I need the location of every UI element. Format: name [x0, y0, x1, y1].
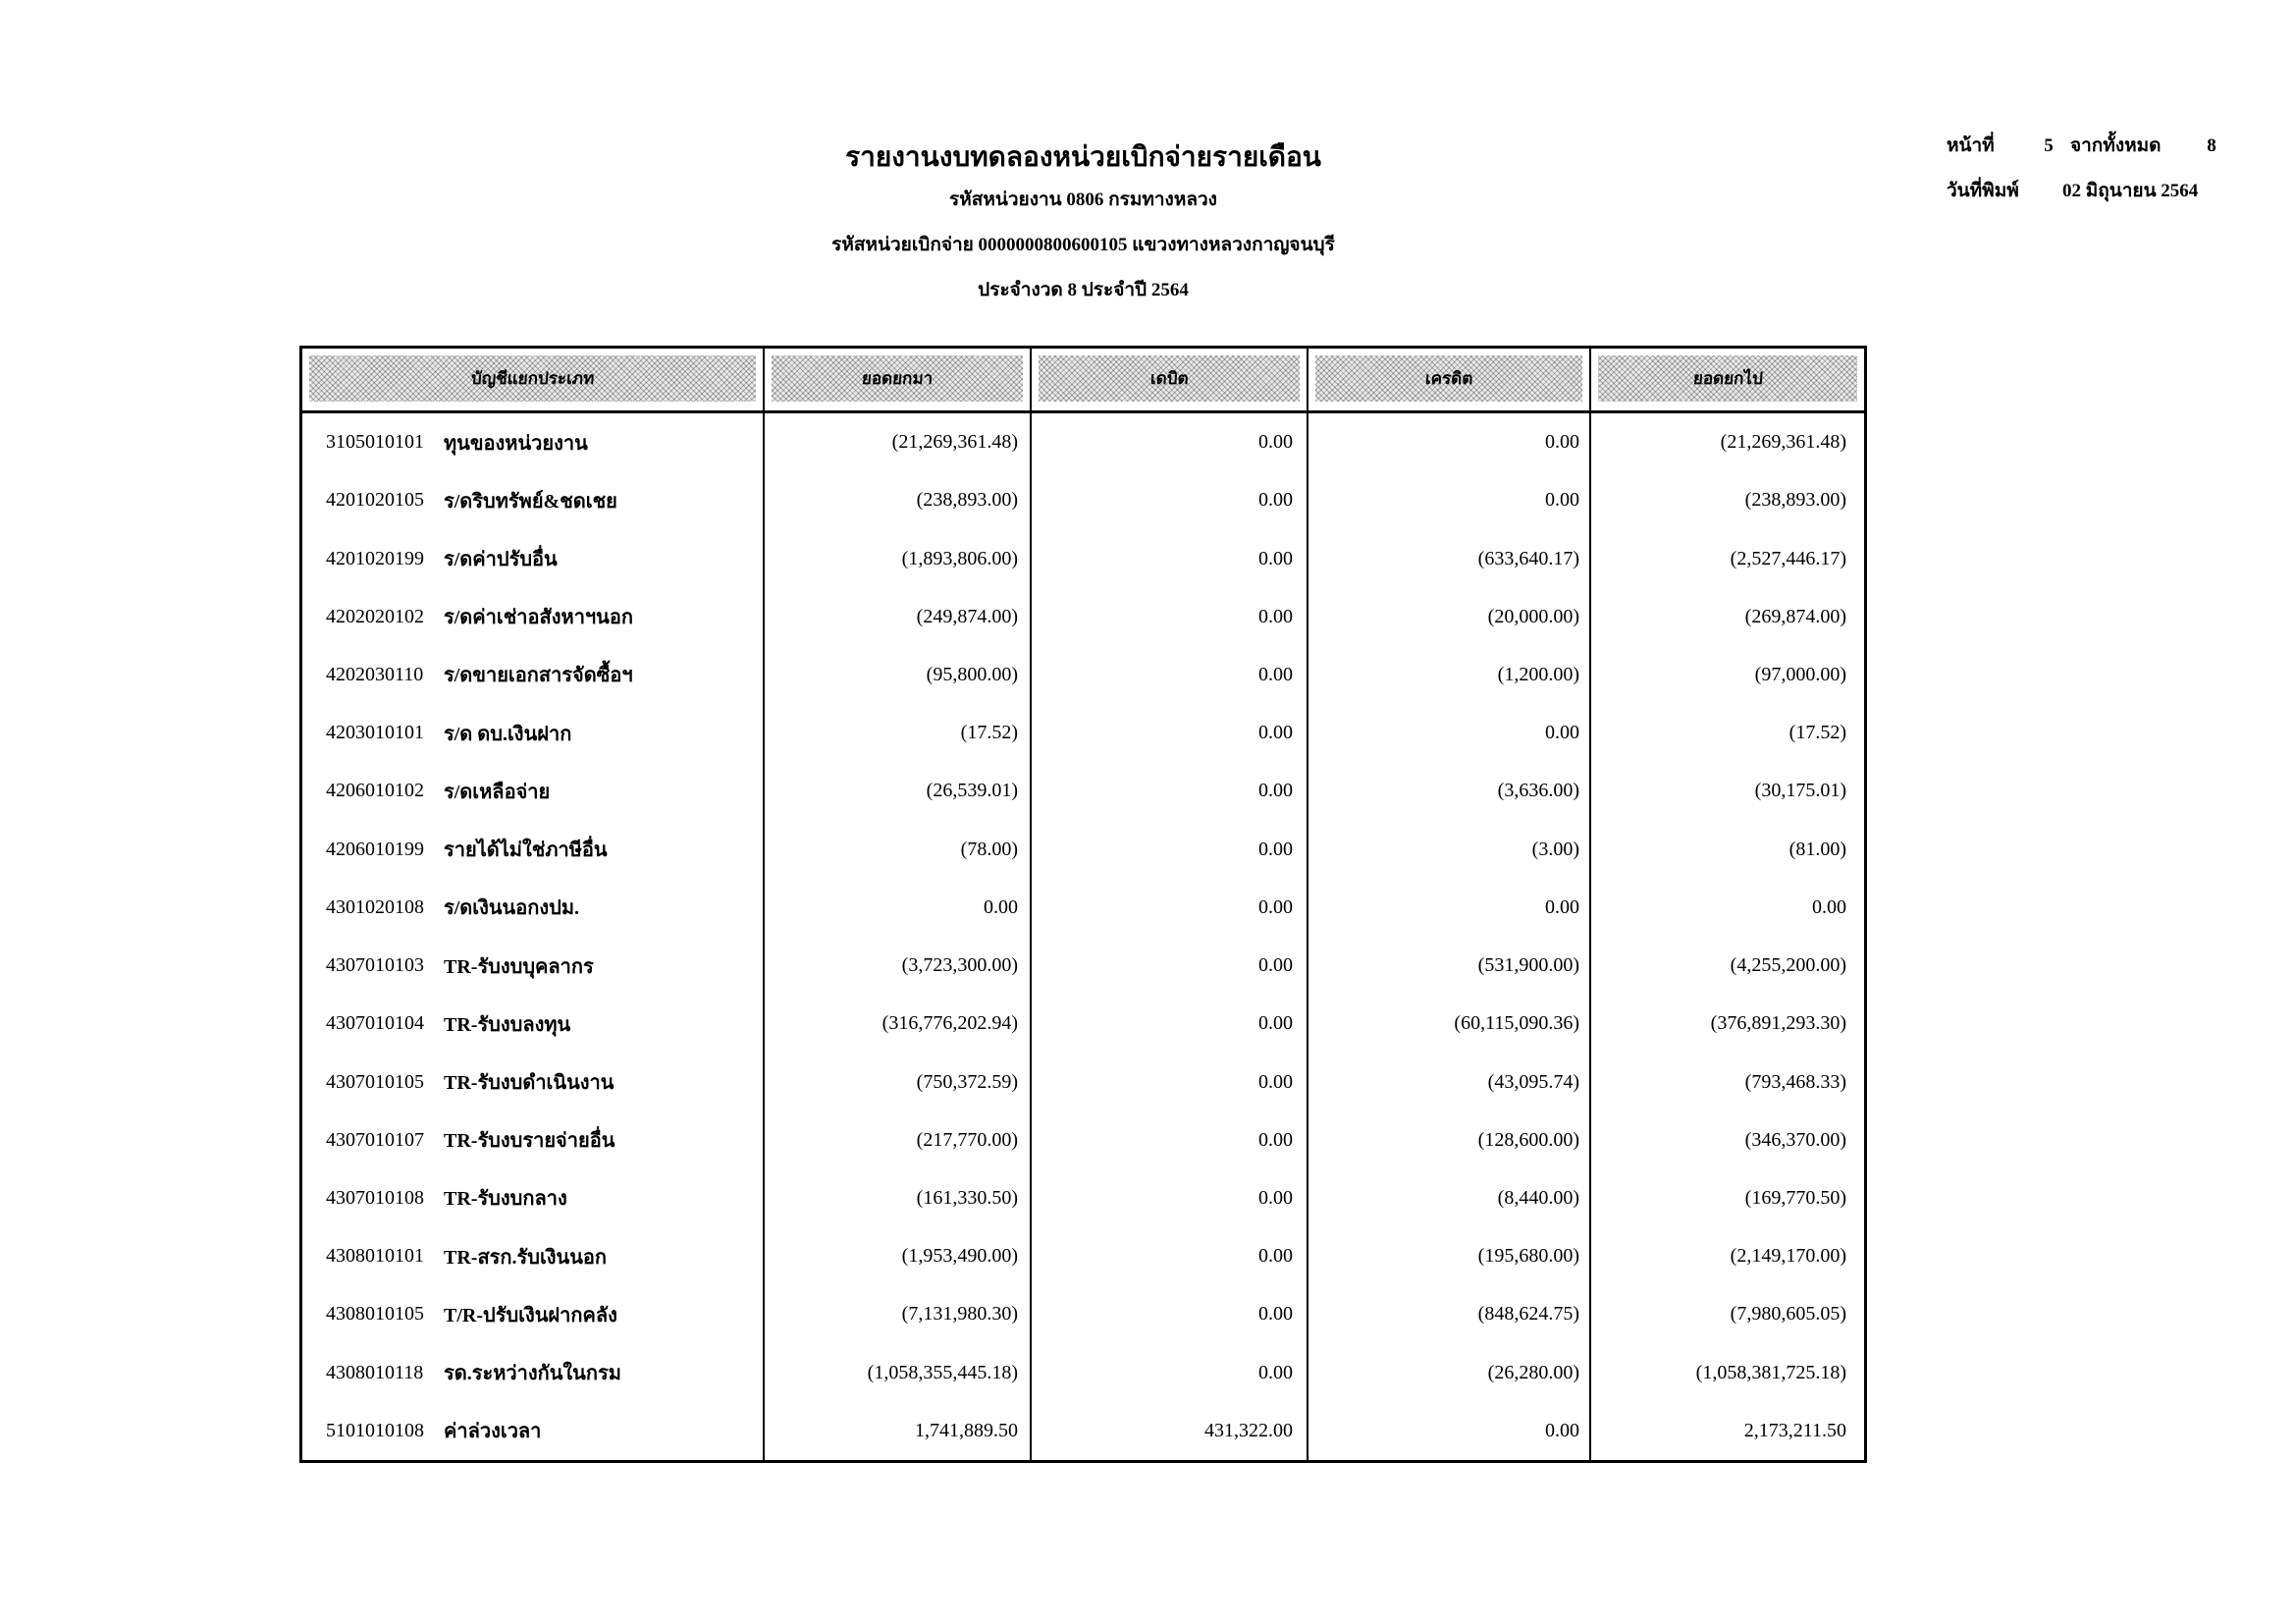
header-hatch	[1039, 355, 1300, 402]
column-header-account	[302, 349, 765, 410]
credit-cell: (195,680.00)	[1308, 1227, 1591, 1285]
account-code: 4307010103	[326, 954, 424, 977]
credit-cell: (20,000.00)	[1308, 588, 1591, 646]
table-row	[302, 1053, 1864, 1110]
total-pages-label: จากทั้งหมด	[2070, 135, 2162, 156]
debit-cell: 0.00	[1032, 413, 1308, 471]
account-code: 4301020108	[326, 895, 424, 918]
credit-cell: (43,095.74)	[1308, 1053, 1591, 1110]
credit-cell: 0.00	[1308, 1402, 1591, 1460]
account-name: TR-รับงบรายจ่ายอื่น	[444, 1130, 615, 1153]
account-name: TR-รับงบลงทุน	[444, 1013, 571, 1036]
balance-forward-cell: (269,874.00)	[1744, 605, 1846, 627]
account-name: ร/ดริบทรัพย์&ชดเชย	[444, 490, 617, 513]
debit-cell: 0.00	[1032, 1344, 1308, 1402]
balance-forward-cell: (81.00)	[1789, 838, 1846, 860]
carry-forward-cell: (249,874.00)	[765, 588, 1032, 646]
account-name: ร/ดเหลือจ่าย	[444, 781, 551, 803]
account-name: TR-รับงบกลาง	[444, 1188, 567, 1211]
account-name: TR-รับงบบุคลากร	[444, 955, 594, 978]
debit-cell: 0.00	[1032, 879, 1308, 937]
credit-cell: (3,636.00)	[1308, 762, 1591, 820]
credit-cell: (8,440.00)	[1308, 1169, 1591, 1227]
balance-forward-cell: (17.52)	[1789, 722, 1846, 744]
balance-forward-cell: (238,893.00)	[1744, 489, 1846, 512]
account-code: 4201020105	[326, 489, 424, 512]
table-row	[302, 413, 1864, 471]
table-row	[302, 937, 1864, 995]
account-cell	[302, 937, 765, 995]
column-header-label: บัญชีแยกประเภท	[470, 369, 595, 388]
account-cell	[302, 588, 765, 646]
credit-cell: 0.00	[1308, 413, 1591, 471]
account-name: ค่าล่วงเวลา	[444, 1421, 542, 1443]
header-hatch	[1598, 355, 1857, 402]
table-row	[302, 704, 1864, 762]
account-cell	[302, 646, 765, 704]
balance-forward-cell: (1,058,381,725.18)	[1695, 1361, 1846, 1383]
table-row	[302, 1402, 1864, 1460]
account-code: 3105010101	[326, 431, 424, 454]
carry-forward-cell: (3,723,300.00)	[765, 937, 1032, 995]
account-code: 4308010105	[326, 1303, 424, 1326]
account-cell	[302, 704, 765, 762]
account-cell	[302, 995, 765, 1053]
debit-cell: 0.00	[1032, 529, 1308, 587]
trial-balance-table	[299, 346, 1867, 1463]
account-name: ร/ด ดบ.เงินฝาก	[444, 723, 572, 745]
debit-cell: 0.00	[1032, 937, 1308, 995]
balance-forward-cell: (169,770.50)	[1744, 1186, 1846, 1209]
total-pages: 8	[2207, 135, 2216, 156]
account-cell	[302, 879, 765, 937]
account-code: 4307010108	[326, 1186, 424, 1209]
carry-forward-cell: (21,269,361.48)	[765, 413, 1032, 471]
account-code: 4201020199	[326, 547, 424, 569]
account-code: 5101010108	[326, 1419, 424, 1441]
balance-forward-cell: (2,149,170.00)	[1730, 1245, 1846, 1268]
balance-forward-cell: (7,980,605.05)	[1730, 1303, 1846, 1326]
balance-forward-cell: 0.00	[1812, 895, 1846, 918]
account-cell	[302, 1053, 765, 1110]
page-number-row	[1947, 131, 2233, 154]
account-cell	[302, 1285, 765, 1343]
debit-cell: 0.00	[1032, 704, 1308, 762]
account-name: TR-สรก.รับเงินนอก	[444, 1246, 608, 1269]
print-date: 02 มิถุนายน 2564	[2062, 181, 2199, 201]
credit-cell: (3.00)	[1308, 821, 1591, 879]
column-header-balance-forward	[1591, 349, 1864, 410]
account-cell	[302, 762, 765, 820]
debit-cell: 0.00	[1032, 1227, 1308, 1285]
debit-cell: 0.00	[1032, 821, 1308, 879]
credit-cell: (60,115,090.36)	[1308, 995, 1591, 1053]
debit-cell: 0.00	[1032, 762, 1308, 820]
account-cell	[302, 821, 765, 879]
carry-forward-cell: (95,800.00)	[765, 646, 1032, 704]
account-code: 4307010105	[326, 1070, 424, 1093]
debit-cell: 431,322.00	[1032, 1402, 1308, 1460]
account-cell	[302, 529, 765, 587]
page-info	[1947, 131, 2233, 221]
balance-forward-cell: (376,891,293.30)	[1710, 1012, 1846, 1035]
balance-forward-cell: (21,269,361.48)	[1720, 431, 1846, 454]
table-row	[302, 1344, 1864, 1402]
header-hatch	[309, 355, 756, 402]
column-header-label: ยอดยกมา	[861, 369, 934, 388]
table-row	[302, 821, 1864, 879]
credit-cell: 0.00	[1308, 704, 1591, 762]
account-name: ร/ดเงินนอกงปม.	[444, 897, 579, 920]
balance-forward-cell: (4,255,200.00)	[1730, 954, 1846, 977]
credit-cell: (26,280.00)	[1308, 1344, 1591, 1402]
carry-forward-cell: (1,058,355,445.18)	[765, 1344, 1032, 1402]
account-code: 4308010101	[326, 1245, 424, 1268]
balance-forward-cell: (2,527,446.17)	[1730, 547, 1846, 569]
table-row	[302, 529, 1864, 587]
debit-cell: 0.00	[1032, 1053, 1308, 1110]
carry-forward-cell: (238,893.00)	[765, 471, 1032, 529]
account-name: ร/ดค่าปรับอื่น	[444, 549, 558, 571]
account-cell	[302, 1344, 765, 1402]
page-title: รายงานงบทดลองหน่วยเบิกจ่ายรายเดือน	[845, 142, 1321, 173]
table-body	[302, 413, 1864, 1460]
account-name: T/R-ปรับเงินฝากคลัง	[444, 1304, 617, 1326]
account-code: 4206010199	[326, 838, 424, 860]
account-cell	[302, 1169, 765, 1227]
header-hatch	[1315, 355, 1582, 402]
balance-forward-cell: 2,173,211.50	[1743, 1419, 1846, 1441]
debit-cell: 0.00	[1032, 646, 1308, 704]
balance-forward-cell: (30,175.01)	[1754, 780, 1846, 802]
carry-forward-cell: (1,953,490.00)	[765, 1227, 1032, 1285]
carry-forward-cell: 0.00	[765, 879, 1032, 937]
account-name: รายได้ไม่ใช่ภาษีอื่น	[444, 839, 608, 862]
account-cell	[302, 1402, 765, 1460]
table-row	[302, 879, 1864, 937]
carry-forward-cell: (316,776,202.94)	[765, 995, 1032, 1053]
carry-forward-cell: (7,131,980.30)	[765, 1285, 1032, 1343]
debit-cell: 0.00	[1032, 1285, 1308, 1343]
table-row	[302, 1169, 1864, 1227]
credit-cell: (1,200.00)	[1308, 646, 1591, 704]
period-line: ประจำงวด 8 ประจำปี 2564	[978, 280, 1189, 300]
carry-forward-cell: (26,539.01)	[765, 762, 1032, 820]
credit-cell: 0.00	[1308, 879, 1591, 937]
credit-cell: (128,600.00)	[1308, 1111, 1591, 1169]
column-header-label: ยอดยกไป	[1691, 369, 1764, 388]
account-code: 4206010102	[326, 780, 424, 802]
account-code: 4307010104	[326, 1012, 424, 1035]
table-row	[302, 471, 1864, 529]
column-header-debit	[1032, 349, 1308, 410]
debit-cell: 0.00	[1032, 1169, 1308, 1227]
balance-forward-cell: (97,000.00)	[1754, 663, 1846, 685]
carry-forward-cell: (78.00)	[765, 821, 1032, 879]
account-code: 4203010101	[326, 722, 424, 744]
credit-cell: (633,640.17)	[1308, 529, 1591, 587]
debit-cell: 0.00	[1032, 1111, 1308, 1169]
carry-forward-cell: (1,893,806.00)	[765, 529, 1032, 587]
carry-forward-cell: (217,770.00)	[765, 1111, 1032, 1169]
account-name: TR-รับงบดำเนินงาน	[444, 1072, 614, 1095]
account-cell	[302, 471, 765, 529]
debit-cell: 0.00	[1032, 588, 1308, 646]
table-row	[302, 1227, 1864, 1285]
account-name: รด.ระหว่างกันในกรม	[444, 1363, 621, 1385]
print-date-row	[1947, 176, 2233, 199]
column-header-label: เครดิต	[1424, 369, 1473, 388]
carry-forward-cell: (17.52)	[765, 704, 1032, 762]
table-row	[302, 762, 1864, 820]
carry-forward-cell: 1,741,889.50	[765, 1402, 1032, 1460]
account-name: ทุนของหน่วยงาน	[444, 432, 588, 455]
account-cell	[302, 413, 765, 471]
credit-cell: (531,900.00)	[1308, 937, 1591, 995]
page-number-label: หน้าที่	[1947, 135, 1995, 156]
debit-cell: 0.00	[1032, 995, 1308, 1053]
table-row	[302, 588, 1864, 646]
carry-forward-cell: (161,330.50)	[765, 1169, 1032, 1227]
table-row	[302, 995, 1864, 1053]
account-name: ร/ดขายเอกสารจัดซื้อฯ	[444, 665, 633, 687]
agency-code-line: รหัสหน่วยงาน 0806 กรมทางหลวง	[949, 189, 1217, 210]
balance-forward-cell: (346,370.00)	[1744, 1128, 1846, 1151]
debit-cell: 0.00	[1032, 471, 1308, 529]
account-code: 4202020102	[326, 605, 424, 627]
account-cell	[302, 1227, 765, 1285]
column-header-label: เดบิต	[1148, 369, 1190, 388]
account-code: 4202030110	[326, 663, 424, 685]
page-number: 5	[2044, 135, 2054, 156]
print-date-label: วันที่พิมพ์	[1947, 181, 2019, 201]
account-code: 4307010107	[326, 1128, 424, 1151]
table-row	[302, 1111, 1864, 1169]
account-name: ร/ดค่าเช่าอสังหาฯนอก	[444, 607, 633, 629]
header-hatch	[772, 355, 1023, 402]
disbursement-unit-line: รหัสหน่วยเบิกจ่าย 0000000800600105 แขวงทางหลวงกาญจนบุรี	[831, 235, 1335, 255]
column-header-carry-forward	[765, 349, 1032, 410]
table-row	[302, 646, 1864, 704]
balance-forward-cell: (793,468.33)	[1744, 1070, 1846, 1093]
credit-cell: 0.00	[1308, 471, 1591, 529]
table-row	[302, 1285, 1864, 1343]
column-header-credit	[1308, 349, 1591, 410]
carry-forward-cell: (750,372.59)	[765, 1053, 1032, 1110]
account-code: 4308010118	[326, 1361, 424, 1383]
credit-cell: (848,624.75)	[1308, 1285, 1591, 1343]
table-header-row	[302, 349, 1864, 413]
account-cell	[302, 1111, 765, 1169]
